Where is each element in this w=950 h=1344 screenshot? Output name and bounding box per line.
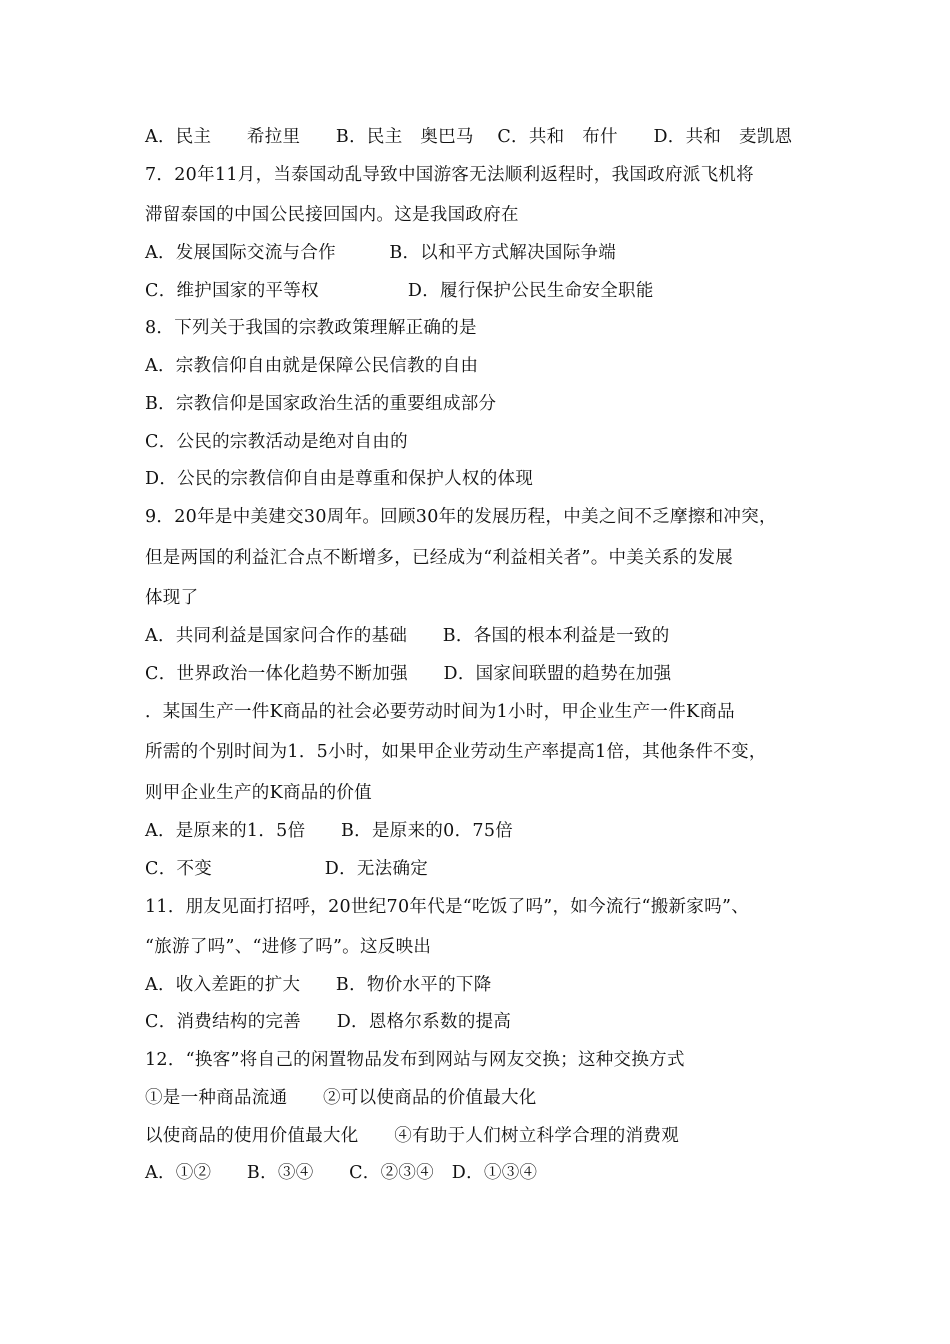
q11-stem-line-1: 11．朋友见面打招呼，20世纪70年代是“吃饭了吗”，如今流行“搬新家吗”、 <box>145 897 749 917</box>
q9-options-cd: C．世界政治一体化趋势不断加强 D．国家间联盟的趋势在加强 <box>145 664 672 684</box>
q7-options-ab: A．发展国际交流与合作 B．以和平方式解决国际争端 <box>145 243 617 263</box>
q10-options-cd: C．不变 D．无法确定 <box>145 859 429 879</box>
q6-options: A．民主 希拉里 B．民主 奥巴马 C．共和 布什 D．共和 麦凯恩 <box>145 127 793 147</box>
q12-statements-1: ①是一种商品流通 ②可以使商品的价值最大化 <box>145 1088 537 1108</box>
q12-statements-2: 以使商品的使用价值最大化 ④有助于人们树立科学合理的消费观 <box>145 1126 679 1146</box>
q9-options-ab: A．共同利益是国家问合作的基础 B．各国的根本利益是一致的 <box>145 626 670 646</box>
q8-option-d: D．公民的宗教信仰自由是尊重和保护人权的体现 <box>145 469 534 489</box>
q8-option-b: B．宗教信仰是国家政治生活的重要组成部分 <box>145 394 497 414</box>
q10-options-ab: A．是原来的1．5倍 B．是原来的0．75倍 <box>145 821 514 841</box>
q7-stem-line-2: 滞留泰国的中国公民接回国内。这是我国政府在 <box>145 205 519 225</box>
q9-stem-line-1: 9．20年是中美建交30周年。回顾30年的发展历程，中美之间不乏摩擦和冲突， <box>145 507 777 527</box>
q12-stem: 12．“换客”将自己的闲置物品发布到网站与网友交换；这种交换方式 <box>145 1050 685 1070</box>
q11-options-cd: C．消费结构的完善 D．恩格尔系数的提高 <box>145 1012 512 1032</box>
q11-stem-line-2: “旅游了吗”、“进修了吗”。这反映出 <box>145 937 432 957</box>
q9-stem-line-2: 但是两国的利益汇合点不断增多，已经成为“利益相关者”。中美关系的发展 <box>145 548 734 568</box>
q8-option-a: A．宗教信仰自由就是保障公民信教的自由 <box>145 356 479 376</box>
q10-stem-line-2: 所需的个别时间为1．5小时，如果甲企业劳动生产率提高1倍，其他条件不变， <box>145 742 767 762</box>
q8-stem: 8．下列关于我国的宗教政策理解正确的是 <box>145 318 477 338</box>
q7-options-cd: C．维护国家的平等权 D．履行保护公民生命安全职能 <box>145 281 654 301</box>
q7-stem-line-1: 7．20年11月，当泰国动乱导致中国游客无法顺利返程时，我国政府派飞机将 <box>145 165 754 185</box>
q11-options-ab: A．收入差距的扩大 B．物价水平的下降 <box>145 975 492 995</box>
q10-stem-line-3: 则甲企业生产的K商品的价值 <box>145 783 372 803</box>
q10-stem-line-1: ．某国生产一件K商品的社会必要劳动时间为1小时，甲企业生产一件K商品 <box>145 702 735 722</box>
q9-stem-line-3: 体现了 <box>145 588 199 608</box>
q8-option-c: C．公民的宗教活动是绝对自由的 <box>145 432 408 452</box>
q12-options: A．①② B．③④ C．②③④ D．①③④ <box>145 1163 538 1183</box>
